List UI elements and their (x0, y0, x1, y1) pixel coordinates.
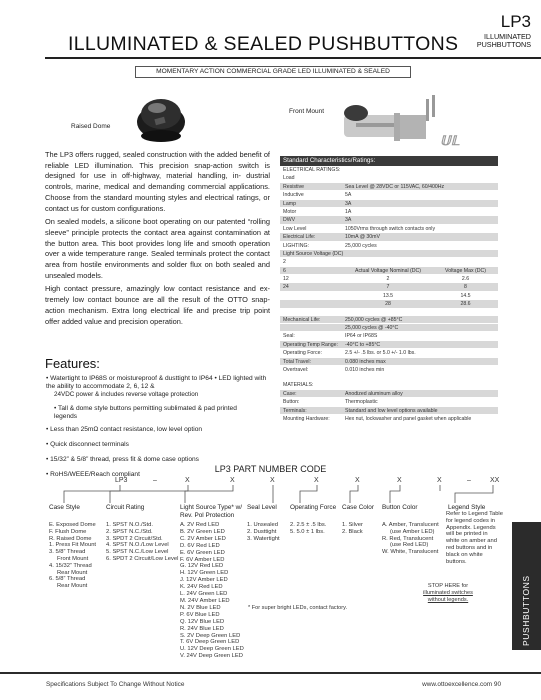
option-item: U. 12V Deep Green LED (180, 646, 244, 653)
option-item: E. Exposed Dome (49, 522, 96, 528)
voltage-cell: 14.5 (460, 292, 471, 299)
seal-level-heading: Seal Level (247, 504, 277, 511)
option-item: 3. Watertight (247, 535, 280, 542)
legend-text-line: black on white (446, 551, 483, 558)
code-position: X (185, 477, 190, 484)
spec-section-label: MATERIALS: (283, 382, 314, 389)
category-line-1: ILLUMINATED (484, 32, 531, 41)
part-number-title: LP3 PART NUMBER CODE (214, 464, 327, 474)
front-mount-switch-image (336, 85, 446, 155)
case-color-heading: Case Color (342, 504, 374, 511)
section-side-tab (512, 522, 541, 650)
raised-dome-caption: Raised Dome (71, 123, 111, 130)
option-item: Front Mount (57, 555, 89, 562)
case-color-options (342, 522, 363, 536)
spec-value: Sea Level @ 28VDC or 115VAC, 60/400Hz (345, 183, 445, 190)
spec-value: Anodized aluminum alloy (345, 390, 403, 397)
voltage-header-row (280, 267, 498, 275)
intro-paragraph: High contact pressure, amazingly low contact resistance and ex-tremely low contact bounce are all the result of the OTTO snap-action mechanism. Extra long electrical life and precise trip point offer added value and precision operation. (45, 284, 270, 326)
spec-label: Motor (283, 208, 297, 215)
spec-row (280, 191, 498, 199)
code-dash: – (467, 477, 471, 484)
voltage-row (280, 300, 498, 308)
spec-row (280, 366, 498, 374)
spec-value: -40°C to +85°C (345, 341, 381, 348)
category-line-2: PUSHBUTTONS (476, 40, 531, 49)
spec-label: Terminals: (283, 407, 307, 414)
spec-value: 25,000 cycles @ -40°C (345, 325, 399, 332)
spec-label: Electrical Life: (283, 234, 316, 241)
characteristics-table (280, 156, 498, 423)
option-item: 4. SPST N.O./Low Level (106, 542, 169, 549)
operating-force-heading: Operating Force (290, 504, 337, 511)
voltage-col-header: 6 (283, 267, 286, 274)
code-position: X (314, 477, 319, 484)
option-item: W. White, Translucent (382, 549, 439, 556)
option-item: H. 12V Green LED (180, 570, 229, 577)
spec-section-label: ELECTRICAL RATINGS: (283, 167, 341, 173)
light-source-heading: Light Source Type* w/ Rev. Pol Protection (180, 504, 243, 519)
footer-divider (0, 672, 541, 674)
spec-label: Lamp (283, 200, 296, 207)
option-item: M. 24V Amber LED (180, 597, 230, 604)
legend-text-line: Refer to Legend Table (446, 511, 503, 517)
spec-row (280, 381, 498, 389)
footer-disclaimer: Specifications Subject To Change Without Notice (46, 681, 185, 688)
raised-dome-switch-image (132, 88, 190, 148)
spec-label: Overtravel: (283, 366, 309, 373)
option-item: F. 6V Amber LED (180, 556, 225, 563)
feature-item: • Tall & dome style buttons permitting sublimated & pad printed legends (54, 405, 237, 421)
spec-row (280, 324, 498, 332)
series-category (477, 33, 531, 49)
voltage-cell: 2 (386, 276, 390, 283)
voltage-col-header: Actual Voltage Nominal (DC) (354, 267, 422, 274)
legend-style-heading: Legend Style (448, 504, 486, 511)
code-prefix: LP3 (115, 477, 128, 484)
legend-text-line: white on amber and (446, 538, 497, 545)
voltage-cell: 24 (283, 284, 289, 291)
voltage-cell: 28.6 (460, 301, 471, 308)
spec-row (280, 358, 498, 366)
spec-value: 5A (345, 192, 352, 199)
side-tab-label: PUSHBUTTONS (521, 575, 531, 646)
spec-row (280, 225, 498, 233)
option-item: 2. Black (342, 528, 363, 535)
voltage-cell: 7 (386, 284, 390, 291)
spec-label: Total Travel: (283, 358, 311, 365)
voltage-cell (280, 292, 343, 299)
spec-label: LIGHTING: (283, 242, 309, 249)
voltage-cell: 8 (464, 284, 467, 291)
option-item: G. 12V Red LED (180, 563, 224, 570)
spec-value: IP64 or IP68S (345, 333, 378, 340)
spec-value: 3A (345, 217, 352, 224)
light-source-options (180, 522, 244, 660)
voltage-cell: 12 (283, 276, 289, 283)
ul-certification-logo: 𝕌𝕃 (440, 133, 460, 148)
button-color-heading: Button Color (382, 504, 418, 511)
voltage-cell: 13.5 (382, 292, 394, 299)
spec-value: 0.080 inches max (345, 358, 386, 365)
feature-item: • Quick disconnect terminals (46, 441, 129, 448)
header-divider (45, 57, 541, 59)
option-item: 6. SPDT 2 Circuit/Low Level (106, 555, 179, 562)
spec-value: 1050Vrms through switch contacts only (345, 225, 436, 232)
code-position: X (230, 477, 235, 484)
stop-note-line: without legends. (427, 597, 469, 603)
spec-label: Case: (283, 390, 297, 397)
option-item: 2. 2.5 ± .5 lbs. (290, 522, 327, 528)
option-item: 1. Unsealed (247, 522, 278, 528)
legend-text-line: Appendix. Legends (446, 524, 496, 531)
button-color-options (382, 522, 439, 556)
spec-row (280, 183, 498, 191)
spec-row (280, 415, 498, 423)
stop-note-line: illuminated switches (423, 590, 473, 596)
option-item: B. 2V Green LED (180, 528, 225, 535)
option-item: V. 24V Deep Green LED (180, 653, 243, 660)
option-item: 1. SPST N.O./Std. (106, 522, 153, 528)
spec-row (280, 242, 498, 250)
option-item: R. 24V Blue LED (180, 625, 224, 632)
spec-value (343, 250, 498, 257)
spec-value: 0.010 inches min (345, 366, 385, 373)
stop-note-line: STOP HERE for (427, 583, 469, 589)
spec-row (280, 200, 498, 208)
spec-label: Operating Temp Range: (283, 341, 338, 348)
feature-item: • 15/32” & 5/8” thread, press fit & dome case options (46, 456, 199, 463)
code-connector-lines (0, 485, 541, 505)
option-item: 2. Dusttight (247, 528, 277, 535)
page-subtitle: MOMENTARY ACTION COMMERCIAL GRADE LED ILLUMINATED & SEALED (135, 66, 411, 78)
intro-paragraph: The LP3 offers rugged, sealed construction with the added benefit of reliable LED illumination. This precision snap-action switch is designed for use in off-highway, material handling, in- dustrial controls, marine, medical and demanding commercial applications. Choose from the standard mounting styles and electrical ratings, or contact us for custom configurations. (45, 150, 270, 213)
spec-label: DWV (283, 217, 296, 224)
page-title: ILLUMINATED & SEALED PUSHBUTTONS (68, 33, 459, 55)
option-item: F. Flush Dome (49, 528, 87, 535)
option-item: P. 6V Blue LED (180, 611, 220, 618)
intro-paragraph: On sealed models, a silicone boot operating on our patented “rolling sleeve” principle protects the contact area against contamination at the button area. This boot provides long life and smooth operation over a wide temperature range. Sealed terminals protect the contact area from hostile environments and solder flux on both sealed and unsealed models. (45, 217, 270, 280)
option-item: E. 6V Green LED (180, 549, 225, 556)
option-item: N. 2V Blue LED (180, 604, 221, 611)
spec-label: Mechanical Life: (283, 316, 321, 323)
footer-url-page: www.ottoexcellence.com 90 (422, 681, 501, 688)
case-style-heading: Case Style (49, 504, 80, 511)
voltage-row (280, 275, 498, 283)
code-position: X (437, 477, 442, 484)
spec-row (280, 332, 498, 340)
spec-label: Resistive (283, 183, 305, 190)
spec-label: Seal: (283, 333, 295, 340)
code-position: X (270, 477, 275, 484)
spec-row (280, 349, 498, 357)
spec-row (280, 174, 498, 182)
option-item: 1. Silver (342, 522, 363, 528)
spec-row (280, 341, 498, 349)
code-dash: – (153, 477, 157, 484)
series-code: LP3 (500, 12, 531, 31)
feature-item: • Less than 25mΩ contact resistance, low level option (46, 426, 203, 433)
spec-value: Thermoplastic (345, 399, 378, 406)
legend-text-line: for legend codes in (446, 517, 495, 524)
option-item: A. Amber, Translucent (382, 522, 439, 528)
code-position: X (355, 477, 360, 484)
voltage-col-header: Voltage Max (DC) (445, 267, 486, 274)
voltage-cell: 2.6 (461, 276, 470, 283)
code-legend: XX (490, 477, 500, 484)
option-item: T. 6V Deep Green LED (180, 639, 240, 646)
spec-label: Operating Force: (283, 350, 322, 357)
spec-row (280, 250, 498, 258)
voltage-cell: 28 (385, 301, 391, 308)
spec-row (280, 258, 498, 266)
stop-here-note (418, 583, 478, 604)
option-item: (use Amber LED) (390, 528, 435, 535)
option-item: J. 12V Amber LED (180, 577, 228, 584)
option-item: 5. SPST N.C./Low Level (106, 549, 169, 556)
voltage-row (280, 283, 498, 291)
option-item: L. 24V Green LED (180, 591, 228, 598)
legend-text-line: buttons. (446, 558, 467, 565)
spec-value: Standard and low level options available (345, 407, 438, 414)
spec-label: 2 (283, 259, 286, 266)
feature-item: • Watertight to IP68S or moistureproof & dusttight to IP64 • LED lighted with the ability to accommodate 2, 6, 12 & (46, 375, 267, 391)
option-item: 5. 5.0 ± 1 lbs. (290, 528, 325, 535)
spec-label: Light Source Voltage (DC) (283, 250, 343, 257)
spec-row (280, 233, 498, 241)
option-item: (use Red LED) (390, 542, 429, 549)
option-item: 4. 15/32” Thread (49, 562, 92, 569)
spec-value: 1A (345, 208, 352, 215)
spec-value: 10mA @ 30mV (345, 234, 380, 241)
seal-level-options (247, 522, 280, 542)
option-item: S. 2V Deep Green LED (180, 632, 241, 639)
spacer (280, 309, 498, 316)
spec-value: 250,000 cycles @ +85°C (345, 316, 403, 323)
option-item: 3. SPDT 2 Circuit/Std. (106, 535, 163, 542)
feature-item: • RoHS/WEEE/Reach compliant (46, 471, 140, 478)
feature-item: 24VDC power & includes reverse voltage protection (54, 391, 199, 398)
light-source-footnote: * For super bright LEDs, contact factory. (248, 605, 348, 611)
spacer (280, 374, 498, 381)
front-mount-caption: Front Mount (289, 108, 325, 115)
option-item: Rear Mount (57, 569, 88, 576)
code-position: X (397, 477, 402, 484)
features-heading: Features: (45, 356, 100, 371)
legend-text-line: red buttons and in (446, 544, 493, 551)
spec-row (280, 166, 498, 174)
spec-label (280, 324, 343, 331)
legend-style-description (446, 511, 508, 565)
option-item: C. 2V Amber LED (180, 535, 226, 542)
option-item: R. Raised Dome (49, 535, 92, 542)
option-item: A. 2V Red LED (180, 522, 220, 528)
spec-row (280, 390, 498, 398)
spec-label: Mounting Hardware: (283, 415, 330, 422)
spec-row (280, 316, 498, 324)
spec-row (280, 208, 498, 216)
spec-value: 3A (345, 200, 352, 207)
operating-force-options (290, 522, 326, 536)
circuit-rating-options (106, 522, 178, 563)
spec-label: Low Level (283, 225, 307, 232)
option-item: D. 6V Red LED (180, 542, 220, 549)
circuit-rating-heading: Circuit Rating (106, 504, 145, 511)
option-item: 3. 5/8” Thread (49, 549, 86, 556)
spec-row (280, 407, 498, 415)
option-item: R. Red, Translucent (382, 535, 434, 542)
option-item: 6. 5/8” Thread (49, 576, 86, 583)
intro-text (45, 150, 270, 330)
spec-label: Load (283, 175, 295, 182)
spec-row (280, 216, 498, 224)
spec-value: Hex nut, lockwasher and panel gasket when applicable (345, 415, 472, 422)
option-item: Rear Mount (57, 583, 88, 590)
spec-label: Inductive (283, 192, 304, 199)
spec-value: 2.5 +/- .5 lbs. or 5.0 +/- 1.0 lbs. (345, 350, 416, 357)
option-item: 1. Press Fit Mount (49, 542, 97, 549)
spec-label: Button: (283, 399, 300, 406)
option-item: Q. 12V Blue LED (180, 618, 225, 625)
spec-value: 25,000 cycles (345, 242, 377, 249)
voltage-row (280, 292, 498, 300)
option-item: 2. SPST N.C./Std. (106, 528, 153, 535)
spec-row (280, 398, 498, 406)
voltage-cell (280, 300, 343, 307)
legend-text-line: will be printed in (446, 531, 488, 538)
option-item: K. 24V Red LED (180, 584, 223, 591)
characteristics-heading: Standard Characteristics/Ratings: (280, 156, 498, 166)
case-style-options (49, 522, 96, 590)
